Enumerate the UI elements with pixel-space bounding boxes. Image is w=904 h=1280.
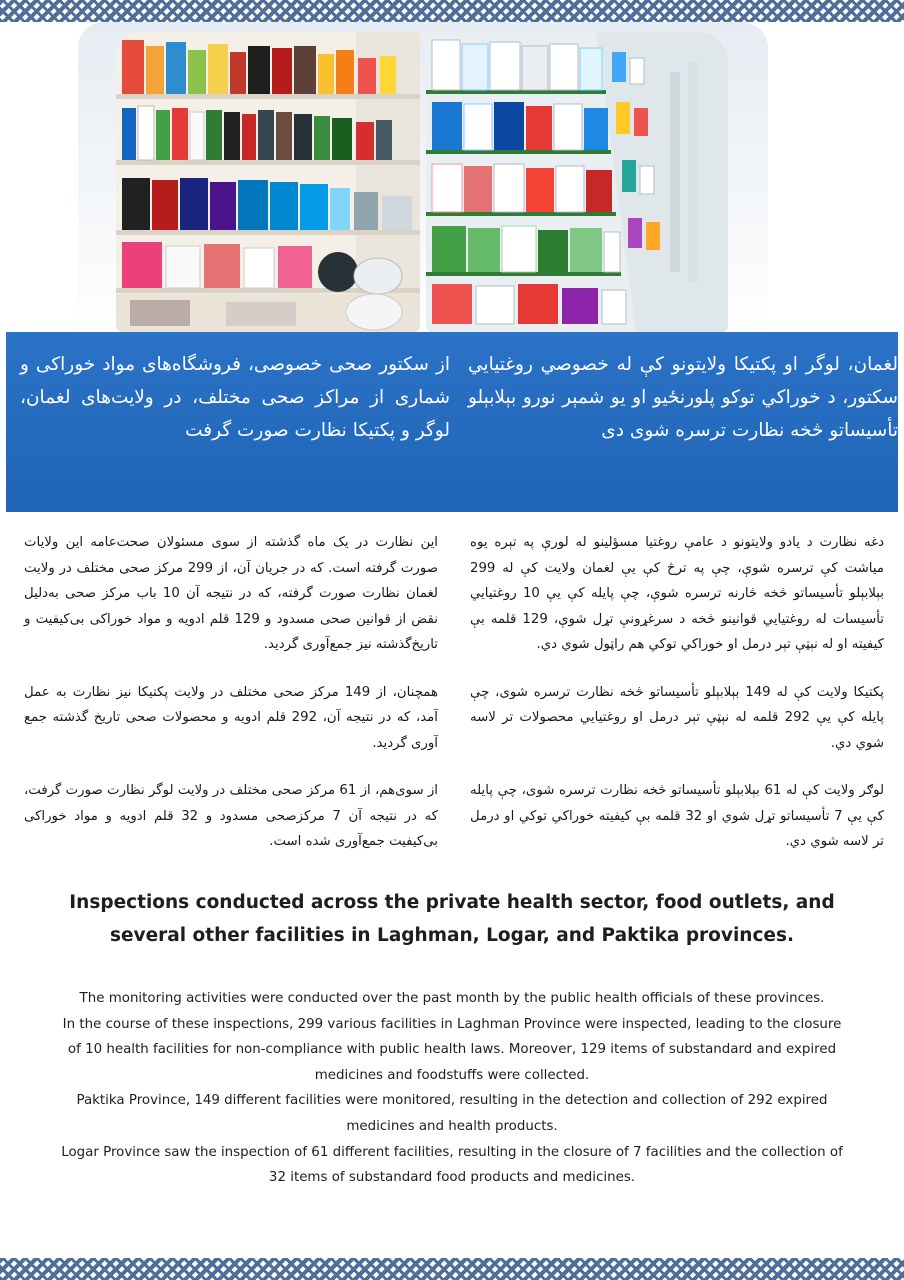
- english-paragraph: In the course of these inspections, 299 various facilities in Laghman Province were inspected, leading to the closure of 10 health facilities for non-compliance with public health laws. Moreover, 129 items of substandard and expired medicines and foodstuffs were collected.: [62, 1016, 842, 1083]
- pashto-caption: لغمان، لوگر او پکتیکا ولایتونو کې له خصوصي روغتیايي سکتور، د خوراکي توکو پلورنځیو او یو شمېر نورو بېلابېلو تأسیساتو څخه نظارت ترسره شوی دی: [468, 354, 898, 441]
- english-paragraph: The monitoring activities were conducted over the past month by the public health officials of these provinces.: [79, 991, 825, 1006]
- persian-paragraph: همچنان، از 149 مرکز صحی مختلف در ولایت پکتیکا نیز نظارت به عمل آمد، که در نتیجه آن، 292 قلم ادویه و محصولات صحی تاریخ گذشته جمع آوری گردید.: [24, 684, 438, 751]
- decorative-border-top: [0, 0, 904, 22]
- pashto-body-column: [470, 530, 884, 877]
- pashto-paragraph: دغه نظارت د یادو ولایتونو د عامې روغتیا مسؤلینو له لورې په تېره یوه میاشت کې ترسره شوې، چې په ترڅ کې یې لغمان ولایت کې له 299 بېلابېلو تأسیساتو څخه څارنه ترسره شوې، چې پایله کې یې 10 روغتیايي تأسیسات له روغتیايي قوانینو څخه د سرغړونې تړل شوې، 129 قلمه بې کیفیته او له نېټې تېر درمل او خوراکي توکي هم راټول شوي دي.: [470, 535, 884, 652]
- persian-body-column: [24, 530, 438, 877]
- pashto-paragraph: پکتیکا ولایت کې له 149 بېلابېلو تأسیساتو څخه نظارت ترسره شوی، چې پایله کې یې 292 قلمه له نېټې تېر درمل او روغتیايي محصولات تر لاسه شوي دي.: [470, 684, 884, 751]
- english-paragraph: Paktika Province, 149 different facilities were monitored, resulting in the detection and collection of 292 expired medicines and health products.: [76, 1093, 828, 1134]
- pharmacy-shelf-photo-left: [116, 32, 420, 332]
- decorative-border-bottom: [0, 1258, 904, 1280]
- persian-caption: از سکتور صحی خصوصی، فروشگاه‌های مواد خوراکی و شماری از مراکز صحی مختلف، در ولایت‌های لغمان، لوگر و پکتیکا نظارت صورت گرفت: [20, 354, 450, 441]
- english-paragraph: Logar Province saw the inspection of 61 different facilities, resulting in the closure of 7 facilities and the collection of 32 items of substandard food products and medicines.: [61, 1144, 843, 1186]
- pashto-paragraph: لوګر ولایت کې له 61 بېلابېلو تأسیساتو څخه نظارت ترسره شوی، چې پایله کې یې 7 تأسیساتو تړل شوي او 32 قلمه بې کیفیته خوراکي توکي او درمل تر لاسه شوي دي.: [470, 783, 885, 849]
- persian-paragraph: از سوی‌هم، از 61 مرکز صحی مختلف در ولایت لوگر نظارت صورت گرفت، که در نتیجه آن 7 مرکزصحی مسدود و 32 قلم ادویه و مواد خوراکی بی‌کیفیت جمع‌آوری شده است.: [24, 783, 438, 849]
- shelf-illustration-right: [426, 32, 728, 332]
- persian-paragraph: این نظارت در یک ماه گذشته از سوی مسئولان صحت‌عامه این ولایات صورت گرفته است. که در جریان آن، از 299 مرکز صحی مختلف در ولایت لغمان نظارت صورت گرفته، که در نتیجه آن 10 باب مرکز صحی به‌دلیل نقض از قوانین صحی مسدود و 129 قلم ادویه و مواد خوراکی بی‌کیفیت و تاریخ‌گذشته نیز جمع‌آوری گردید.: [24, 535, 438, 652]
- pharmacy-shelf-photo-right: [426, 32, 728, 332]
- shelf-illustration-left: [116, 32, 420, 332]
- english-heading: Inspections conducted across the private health sector, food outlets, and several other facilities in Laghman, Logar, and Paktika provinces.: [69, 892, 835, 946]
- english-body: [56, 986, 848, 1191]
